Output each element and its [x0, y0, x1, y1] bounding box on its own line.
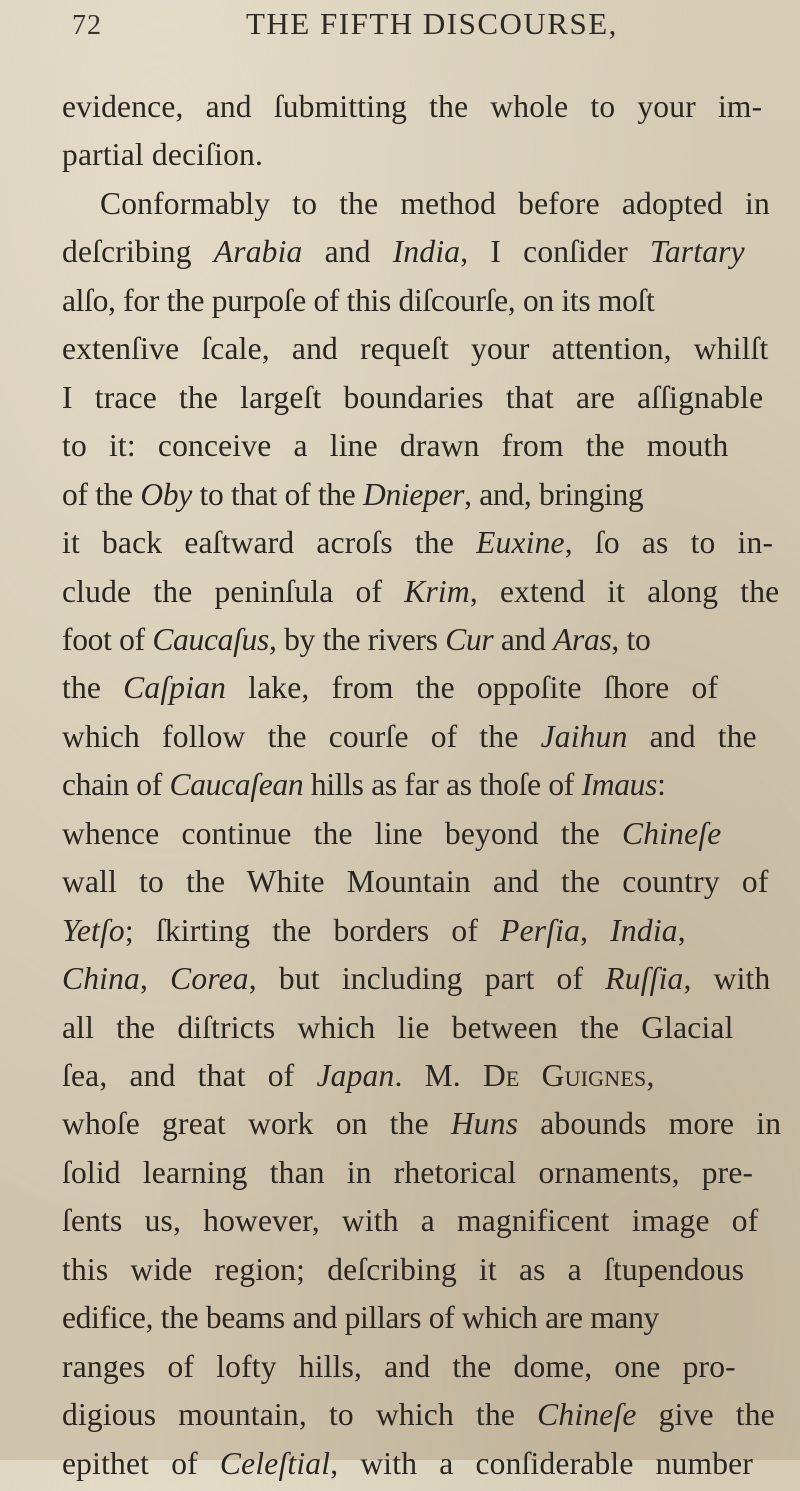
text-line — [62, 758, 666, 812]
text-run: partial deciſion. — [62, 137, 264, 173]
text-run: it back eaſtward acroſs the — [62, 525, 477, 561]
italic-text: Ruſſia — [605, 961, 684, 997]
italic-text: Chineſe — [537, 1397, 637, 1433]
text-line — [62, 1194, 758, 1248]
text-run: , ſo as to in- — [564, 525, 774, 561]
page-number: 72 — [72, 10, 102, 41]
text-run: evidence, and ſubmitting the whole to your im- — [62, 89, 763, 124]
text-run: this wide region; deſcribing it as a ſtupendous — [62, 1251, 745, 1287]
text-run: hills as far as thoſe of — [303, 767, 582, 803]
italic-text: Caucaſus — [152, 621, 269, 657]
text-line — [62, 1001, 734, 1055]
text-run: epithet of — [62, 1445, 220, 1481]
text-line — [62, 1437, 753, 1491]
text-run: all the diſtricts which lie between the Glacial — [62, 1009, 734, 1045]
text-line — [62, 565, 779, 619]
italic-text: Caſpian — [123, 670, 227, 706]
text-run: I trace the largeſt boundaries that are aſſignable — [62, 379, 764, 415]
italic-text: Jaihun — [540, 718, 628, 754]
text-run: the — [62, 670, 124, 706]
text-run: of the — [62, 476, 141, 512]
italic-text: Chineſe — [622, 815, 722, 851]
text-run: , — [646, 1058, 655, 1093]
text-line — [62, 274, 654, 328]
italic-text: India — [610, 912, 678, 948]
text-line — [62, 855, 769, 909]
text-line — [62, 952, 770, 1006]
text-run: Conformably to the method before adopted in — [100, 185, 770, 221]
text-run: chain of — [62, 767, 170, 803]
italic-text: Oby — [140, 476, 192, 512]
text-run: , with a conſiderable number — [330, 1445, 754, 1481]
text-run: whoſe great work on the — [62, 1106, 451, 1142]
text-run: , to — [611, 621, 651, 657]
italic-text: Caucaſean — [169, 767, 304, 803]
text-run: give the — [636, 1397, 775, 1433]
text-line — [62, 710, 757, 764]
text-run: alſo, for the purpoſe of this diſcourſe, on its moſt — [62, 282, 655, 318]
text-run: , but including part of — [248, 961, 606, 997]
text-run: . M. — [394, 1058, 483, 1093]
text-line — [62, 128, 263, 182]
text-run: , extend it along the — [469, 573, 780, 609]
italic-text: Perſia — [500, 912, 581, 948]
text-run: extenſive ſcale, and requeſt your attention, whilſt — [62, 331, 769, 367]
italic-text: Arabia — [213, 234, 303, 270]
text-run: and the — [627, 718, 757, 754]
italic-text: Huns — [450, 1106, 519, 1142]
text-run: and — [493, 621, 554, 657]
text-line — [62, 322, 769, 376]
text-line — [62, 807, 721, 861]
text-run: ſolid learning than in rhetorical ornaments, pre- — [62, 1154, 754, 1190]
italic-text: Euxine — [476, 525, 565, 561]
italic-text: Celeſtial — [219, 1445, 331, 1481]
text-line — [62, 661, 718, 715]
text-run: to that of the — [191, 476, 364, 512]
text-run: which follow the courſe of the — [62, 718, 541, 754]
text-run: abounds more in — [518, 1106, 782, 1142]
text-run: , by the rivers — [268, 621, 446, 657]
text-run: ſents us, however, with a magnificent image of — [62, 1203, 759, 1239]
text-run: ranges of lofty hills, and the dome, one pro- — [62, 1348, 736, 1384]
text-line — [62, 1146, 753, 1200]
text-line — [62, 419, 728, 473]
italic-text: Dnieper — [363, 476, 465, 512]
text-run: De Guignes — [482, 1058, 647, 1093]
text-run: : — [657, 767, 666, 803]
text-line — [62, 225, 745, 279]
text-run: digious mountain, to which the — [62, 1397, 538, 1433]
italic-text: China — [62, 961, 141, 997]
text-run: , — [140, 961, 171, 997]
text-line — [62, 516, 773, 570]
text-line — [62, 371, 763, 425]
text-run: whence continue the line beyond the — [62, 815, 623, 851]
text-run: edifice, the beams and pillars of which are many — [62, 1300, 659, 1336]
text-line — [62, 1340, 736, 1394]
text-line — [62, 1049, 655, 1103]
running-title: THE FIFTH DISCOURSE, — [246, 6, 618, 41]
text-run: , with — [683, 961, 771, 997]
text-line — [62, 613, 650, 667]
text-run: wall to the White Mountain and the country of — [62, 864, 769, 900]
text-run: foot of — [62, 621, 153, 657]
italic-text: Yetſo — [62, 912, 125, 948]
text-line — [62, 904, 686, 958]
italic-text: Krim — [404, 573, 470, 609]
running-head — [72, 6, 792, 46]
text-line — [62, 1388, 775, 1442]
text-run: deſcribing — [62, 234, 214, 270]
italic-text: India — [392, 234, 461, 270]
italic-text: Aras — [553, 621, 612, 657]
text-run: , — [677, 912, 686, 948]
text-line — [62, 80, 762, 134]
text-run: lake, from the oppoſite ſhore of — [226, 670, 719, 706]
text-run: clude the peninſula of — [62, 573, 405, 609]
text-run: to it: conceive a line drawn from the mouth — [62, 428, 729, 464]
italic-text: Tartary — [650, 234, 745, 270]
text-line — [62, 1243, 744, 1297]
italic-text: Imaus — [581, 767, 658, 803]
italic-text: Cur — [445, 621, 494, 657]
text-run: , I conſider — [460, 234, 651, 270]
text-line — [100, 177, 770, 231]
text-run: and — [302, 234, 393, 270]
italic-text: Japan — [316, 1058, 395, 1093]
text-line — [62, 1291, 659, 1345]
text-run: ; ſkirting the borders of — [124, 912, 501, 948]
text-run: ſea, and that of — [62, 1058, 317, 1093]
text-run: , and, bringing — [464, 476, 644, 512]
italic-text: Corea — [170, 961, 249, 997]
text-line — [62, 1097, 781, 1151]
text-run: , — [580, 912, 611, 948]
text-line — [62, 468, 643, 522]
